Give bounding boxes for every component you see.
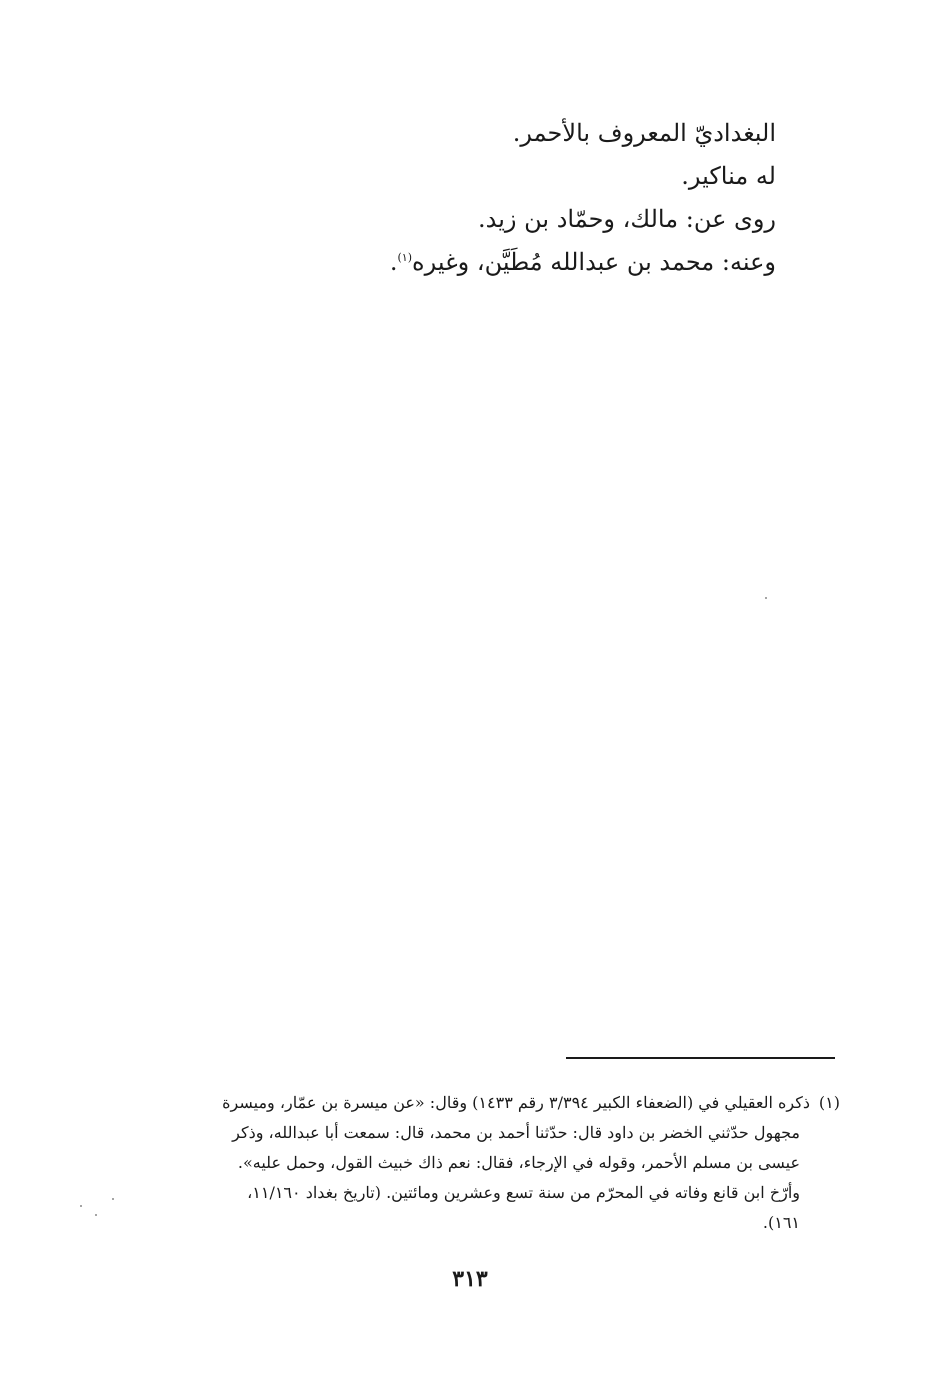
footnote-line: عيسى بن مسلم الأحمر، وقوله في الإرجاء، فقال: نعم ذاك خبيث القول، وحمل عليه». <box>237 1153 800 1172</box>
footnote-separator-rule <box>566 1057 835 1059</box>
footnote-1 <box>118 1088 840 1238</box>
main-line-4 <box>100 241 776 284</box>
main-text-block <box>100 112 776 284</box>
footnote-line-text: ذكره العقيلي في (الضعفاء الكبير ٣/٣٩٤ رقم ١٤٣٣) وقال: «عن ميسرة بن عمّار، وميسرة <box>222 1093 810 1112</box>
footnote-number: (١) <box>818 1093 840 1112</box>
main-line-1: البغداديّ المعروف بالأحمر. <box>512 119 776 147</box>
page-number: ٣١٣ <box>452 1266 488 1292</box>
scan-speck <box>95 1214 97 1216</box>
main-line-2: له مناكير. <box>681 162 776 190</box>
footnote-reference[interactable]: (١) <box>397 251 413 264</box>
scan-speck <box>80 1205 82 1207</box>
scan-speck <box>112 1198 114 1200</box>
footnote-line: مجهول حدّثني الخضر بن داود قال: حدّثنا أحمد بن محمد، قال: سمعت أبا عبدالله، وذكر <box>232 1123 800 1142</box>
main-line-4-text: وعنه: محمد بن عبدالله مُطَيَّن، وغيره <box>412 248 776 276</box>
scan-speck <box>765 597 767 599</box>
footnote-line: وأرّخ ابن قانع وفاته في المحرّم من سنة تسع وعشرين ومائتين. (تاريخ بغداد ١١/١٦٠، <box>247 1183 800 1202</box>
footnote-line <box>118 1088 840 1118</box>
main-line-4-end: . <box>389 248 398 276</box>
footnotes-block <box>118 1088 840 1238</box>
footnote-line: ١٦١). <box>762 1213 800 1232</box>
main-line-3: روى عن: مالك، وحمّاد بن زيد. <box>478 205 776 233</box>
